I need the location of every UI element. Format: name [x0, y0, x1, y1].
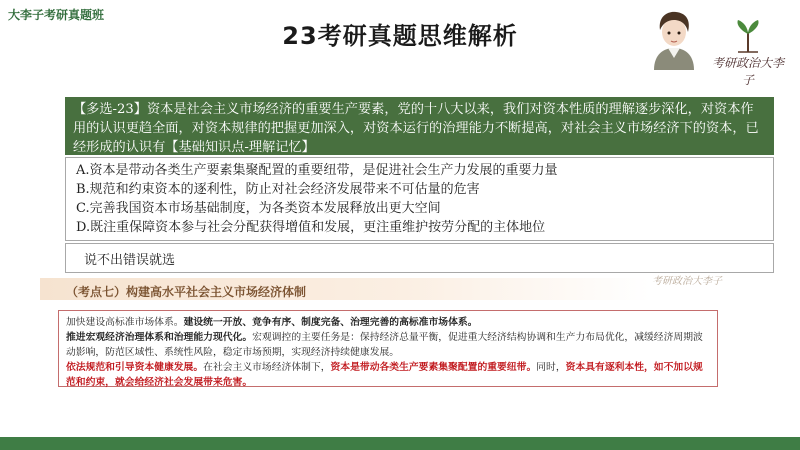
header: [0, 0, 800, 87]
page-title: 23考研真题思维解析: [282, 22, 518, 50]
teacher-avatar: [646, 8, 702, 70]
options-box: [65, 157, 774, 241]
watermark-text: 考研政治大李子: [652, 276, 722, 287]
knowledge-point-title: （考点七）构建高水平社会主义市场经济体制: [66, 285, 307, 299]
option-d: D.既注重保障资本参与社会分配获得增值和发展，更注重维护按劳分配的主体地位: [76, 220, 546, 235]
leaf-logo-icon: [708, 18, 788, 54]
footer-bar: [0, 437, 800, 450]
paragraph-3: 依法规范和引导资本健康发展。在社会主义市场经济体制下，资本是带动各类生产要素集聚配置的重要纽带。同时，资本具有逐利本性，如不加以规范和约束，就会给经济社会发展带来危害。: [66, 362, 703, 388]
question-stem: 【多选-23】资本是社会主义市场经济的重要生产要素，党的十八大以来，我们对资本性质的理解逐步深化，对资本作用的认识更趋全面，对资本规律的把握更加深入，对资本运行的治理能力不断提高，对社会主义市场经济下的资本，已经形成的认识有【基础知识点-理解记忆】: [65, 97, 774, 155]
brand-logo: [708, 18, 788, 87]
logo-text: 考研政治大李子: [711, 56, 784, 87]
option-a: A.资本是带动各类生产要素集聚配置的重要纽带，是促进社会生产力发展的重要力量: [76, 163, 558, 178]
option-c: C.完善我国资本市场基础制度，为各类资本发展释放出更大空间: [76, 201, 441, 216]
brand-label: 大李子考研真题班: [8, 8, 105, 22]
option-b: B.规范和约束资本的逐利性，防止对社会经济发展带来不可估量的危害: [76, 182, 480, 197]
knowledge-text-box: [58, 310, 718, 387]
answer-tip: 说不出错误就选: [65, 243, 774, 273]
paragraph-2: 推进宏观经济治理体系和治理能力现代化。宏观调控的主要任务是：保持经济总量平衡，促进重大经济结构协调和生产力布局优化，减缓经济周期波动影响，防范区域性、系统性风险，稳定市场预期，实现经济持续健康发展。: [66, 332, 703, 358]
paragraph-1: 加快建设高标准市场体系。建设统一开放、竞争有序、制度完备、治理完善的高标准市场体系。: [66, 317, 478, 328]
